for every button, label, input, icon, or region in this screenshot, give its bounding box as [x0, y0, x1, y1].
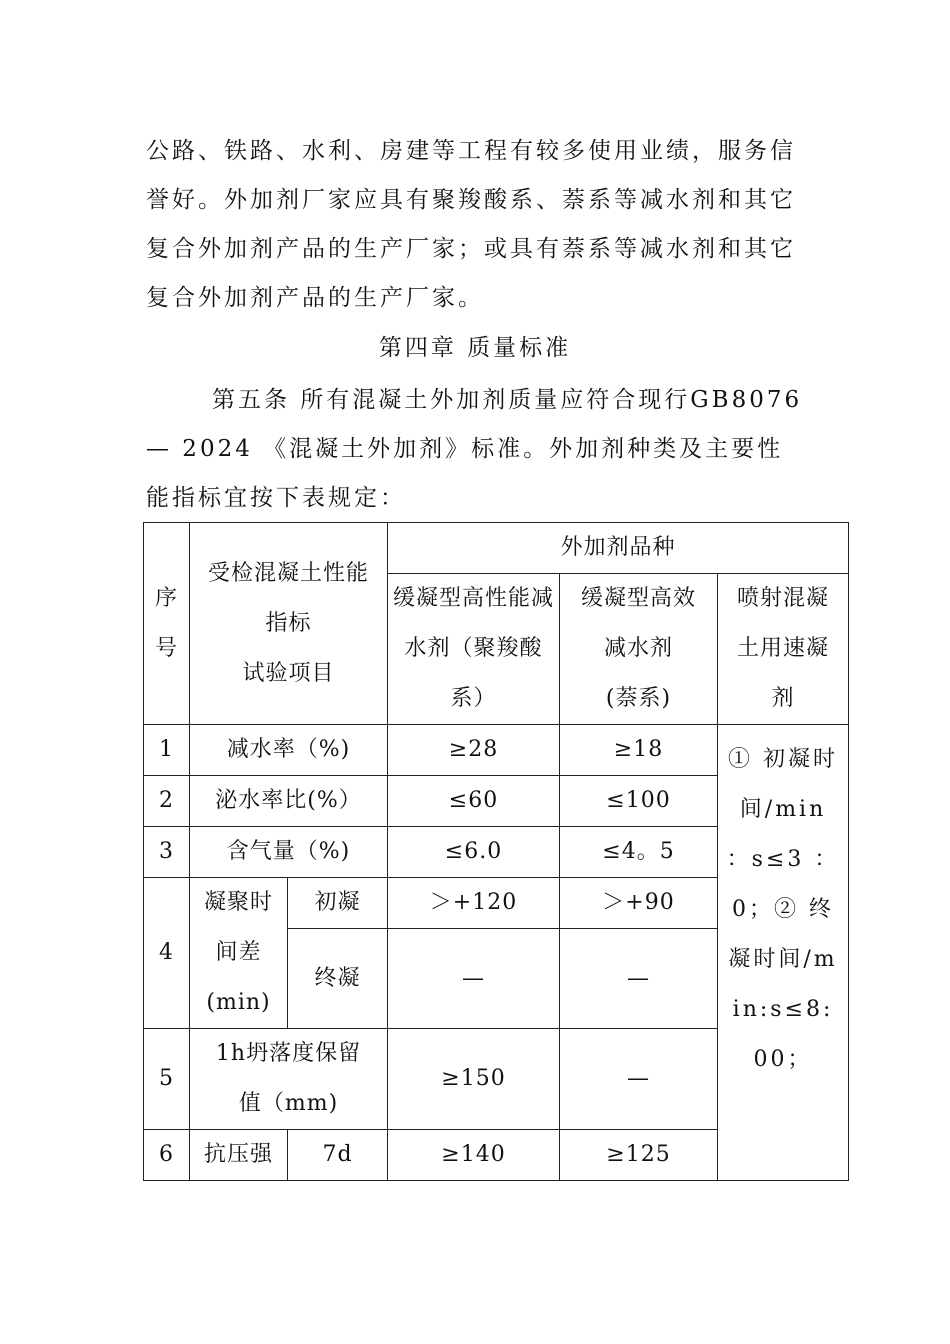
- admixture-spec-table: [143, 522, 849, 1181]
- row-number: 4: [144, 878, 190, 1029]
- row-value: ≤4。5: [560, 827, 718, 878]
- row-subitem: 终凝: [288, 929, 388, 1029]
- header-test-item: 受检混凝土性能指标 试验项目: [190, 523, 388, 725]
- row-subitem: 7d: [288, 1130, 388, 1181]
- body-paragraph: 公路、铁路、水利、房建等工程有较多使用业绩，服务信誉好。外加剂厂家应具有聚羧酸系、萘系等减水剂和其它复合外加剂产品的生产厂家；或具有萘系等减水剂和其它复合外加剂产品的生产厂家。: [146, 138, 796, 311]
- row-value: —: [560, 929, 718, 1029]
- row-item: 含气量（%): [190, 827, 388, 878]
- row-item: 泌水率比(%）: [190, 776, 388, 827]
- header-polycarboxylate: 缓凝型高性能减水剂（聚羧酸系）: [388, 574, 560, 725]
- row-value: ≤100: [560, 776, 718, 827]
- row-number: 6: [144, 1130, 190, 1181]
- table-row: [144, 725, 849, 776]
- row-value: —: [388, 929, 560, 1029]
- row-number: 1: [144, 725, 190, 776]
- row-number: 2: [144, 776, 190, 827]
- header-seq: 序号: [144, 523, 190, 725]
- row-item: 凝聚时间差 (min): [190, 878, 288, 1029]
- row-item: 抗压强: [190, 1130, 288, 1181]
- row-item: 减水率（%): [190, 725, 388, 776]
- row-number: 3: [144, 827, 190, 878]
- row-value: ＞+90: [560, 878, 718, 929]
- header-accelerator: 喷射混凝土用速凝剂: [718, 574, 849, 725]
- article-paragraph: 第五条 所有混凝土外加剂质量应符合现行GB8076 — 2024 《混凝土外加剂》标准。外加剂种类及主要性能指标宜按下表规定：: [146, 387, 803, 511]
- row-value: ≥150: [388, 1029, 560, 1130]
- row-value: ≤6.0: [388, 827, 560, 878]
- row-value: ≥18: [560, 725, 718, 776]
- accelerator-note: ① 初凝时间/min ：s≤3 ：0；② 终凝时间/min:s≤8:00；: [718, 725, 849, 1181]
- row-number: 5: [144, 1029, 190, 1130]
- header-admixture-type: 外加剂品种: [388, 523, 849, 574]
- row-value: ≥125: [560, 1130, 718, 1181]
- row-item: 1h坍落度保留 值（mm): [190, 1029, 388, 1130]
- row-value: ≥28: [388, 725, 560, 776]
- row-subitem: 初凝: [288, 878, 388, 929]
- row-value: ≤60: [388, 776, 560, 827]
- row-value: ≥140: [388, 1130, 560, 1181]
- row-value: ＞+120: [388, 878, 560, 929]
- chapter-heading: 第四章 质量标准: [378, 335, 572, 361]
- row-value: —: [560, 1029, 718, 1130]
- header-naphthalene: 缓凝型高效减水剂 (萘系): [560, 574, 718, 725]
